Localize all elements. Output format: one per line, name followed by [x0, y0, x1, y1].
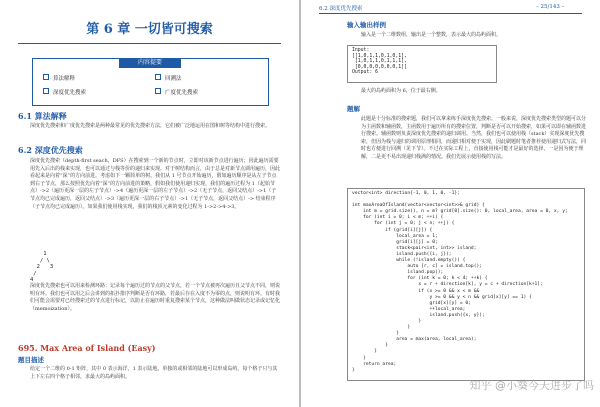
solution-title: 题解	[347, 105, 360, 113]
running-header: 6.2 深度优先搜索	[319, 6, 363, 12]
code-block: vector<int> direction{-1, 0, 1, 0, -1}; int maxAreaOfIsland(vector<vector<int>>& grid) { int m = grid.size(), n = m? grid[0].size(): 0, local_area, area = 0, x, y; for (int i = 0; i < m; ++i) { for (int j = 0; j < n; ++j) { if (grid[i][j]) { local_area = 1; grid[i][j] = 0; stack<pair<int, int>> island; island.push({i, j}); while (!island.empty()) { auto [r, c] = island.top(); island.pop(); for (int k = 0; k < 4; ++k) { x = r + direction[k], y = c + direction[k+1]; if (x >= 0 && x < m && y >= 0 && y < n && grid[x][y] == 1) { grid[x][y] = 0; ++local_area; island.push({x, y}); } } } area = max(area, local_area); } } } return area; }	[347, 188, 585, 381]
toc-item: 广度优先搜索	[155, 88, 198, 96]
section-title-6-1: 6.1 算法解释	[18, 111, 67, 121]
checkbox-icon	[43, 74, 49, 80]
content-summary-header: 内容提要	[119, 58, 181, 68]
toc-item: 算法解释	[43, 74, 75, 82]
chapter-rule	[18, 43, 281, 44]
checkbox-icon	[155, 88, 161, 94]
page-number: – 25/143 –	[536, 4, 565, 10]
section-text-6-1: 深度优先搜索和广度优先搜索是两种最常见的优先搜索方法，它们被广泛地运用在图和树等结构中进行搜索。	[30, 123, 271, 129]
chapter-title: 第 6 章 一切皆可搜索	[86, 22, 213, 37]
watermark: 知乎 @小葵今天进步了吗	[469, 379, 594, 392]
io-title: 输入输出样例	[347, 21, 386, 29]
section-title-6-2: 6.2 深度优先搜索	[18, 145, 83, 155]
content-summary-box	[32, 58, 269, 106]
section-text-6-2: 深度优先搜索（depth-first seach，DFS）在搜索到一个新的节点时，立即对该新节点进行遍历；因此遍历需要用先入后出的栈来实现，也可以通过与栈等价的递归来实现。对于树结构而言，由于总是对新节点调用遍历，因此看起来是向着“深”的方向前进。考虑如下一颗简单的树。我们从 1 号节点开始遍历，假如遍历顺序是从左子节点到右子节点，那么按照优先向着“深”的方向前进的策略，假如我们使用递归实现，我们的遍历过程为 1（起始节点）->2（遍历更深一层的左子节点）->4（遍历更深一层的左子节点）->2（无子节点，返回父结点）->1（子节点均已完成遍历，返回父结点）->3（遍历更深一层的右子节点）->1（无子节点，返回父结点）-> 结束程序（子节点均已完成遍历）。如果我们使用栈实现，我们的栈顶元素的变化过程为 1->2->4->3。	[30, 158, 281, 210]
left-page	[0, 0, 299, 407]
io-example-block: Input: [[1,0,1,1,0,1,0,1], [1,0,1,1,0,1,1,1], [0,0,0,0,0,0,0,1]] Output: 6	[347, 45, 497, 83]
header-rule	[319, 13, 582, 14]
checkbox-icon	[43, 88, 49, 94]
problem-text: 给定一个二维的 0-1 矩阵，其中 0 表示海洋，1 表示陆地。单独的或相邻的陆地可以形成岛屿，每个格子只与其上下左右四个格子相邻。求最大的岛屿面积。	[30, 366, 278, 380]
tree-figure: 1 / \ 2 3 / 4	[30, 251, 54, 283]
problem-title: 695. Max Area of Island (Easy)	[18, 343, 156, 353]
section-text-6-2-cont: 深度优先搜索也可以用来检测环路：记录每个遍历过的节点的父节点，若一个节点被再次遍历且父节点不同，则说明有环。我们也可以用之后会讲到的拓扑排序判断是否有环路，若最后存在入度不为零的点，则说明有环。有时我们可能会需要对已经搜索过的节点进行标记，以防止在遍历时重复搜索某个节点，这种做法叫做状态记录或记忆化（memoization）。	[30, 283, 281, 312]
checkbox-icon	[155, 74, 161, 80]
io-note: 最大的岛屿面积为 6，位于最右侧。	[361, 88, 441, 94]
toc-item: 回溯法	[155, 74, 182, 82]
io-description: 输入是一个二维数组，输出是一个整数，表示最大的岛屿面积。	[361, 32, 502, 38]
problem-subtitle: 题目描述	[18, 356, 44, 364]
right-page	[301, 0, 600, 407]
toc-item: 深度优先搜索	[43, 88, 86, 96]
solution-text: 此题是十分标准的搜索题，我们可以拿来练手深度优先搜索。一般来说，深度优先搜索类型的题可以分为主函数和辅函数，主函数用于遍历所有的搜索位置，判断是否可以开始搜索，如果可以即在辅函数进行搜索。辅函数则负责深度优先搜索的递归调用。当然，我们也可以使用栈（stack）实现深度优先搜索，但因为栈与递归的调用原理相同，而递归相对便于实现，因此刷题时笔者推荐使用递归式写法，同时也方便进行回溯（见下节）。不过在实际工程上，直接使用栈可能才是最好的选择，一是因为便于理解，二是更不易出现递归栈满的情况。我们先展示使用栈的写法。	[361, 116, 587, 160]
